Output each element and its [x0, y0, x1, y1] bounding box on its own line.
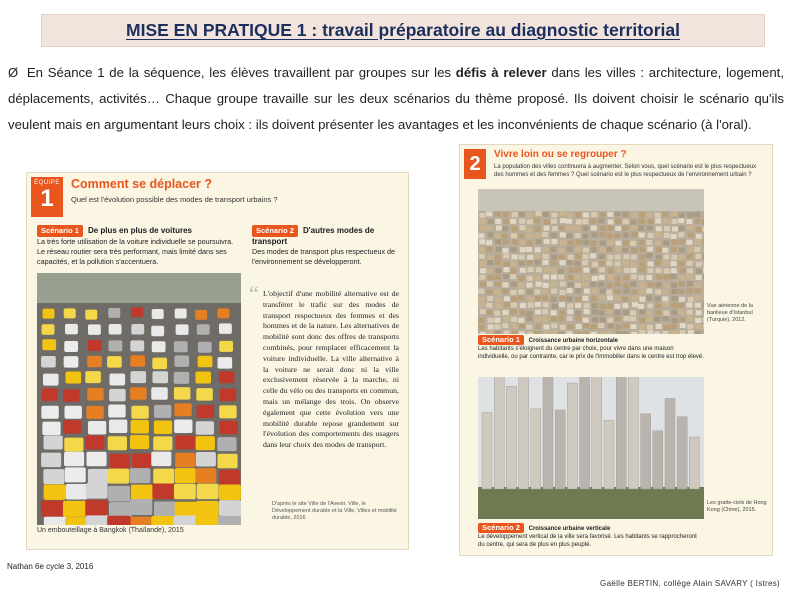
author-footer: Gaëlle BERTIN, collège Alain SAVARY ( Istres)	[600, 579, 780, 588]
intro-text-part2: dans les villes : architecture, logement, déplacements, activités… Chaque groupe travaille sur les deux scénarios du thème proposé. Ils doivent choisir le scénario qu'ils veulent mais en argumentant leurs choix : ils doivent présenter les avantages et les inconvénients de chaque scénario (à l'oral).	[8, 65, 784, 132]
skyscrapers-photo	[478, 377, 704, 519]
scenario-1-tag: Scénario 1	[37, 225, 83, 237]
intro-paragraph	[8, 60, 784, 138]
team-badge-1	[31, 177, 63, 217]
housing-scenario-2-title: Croissance urbaine verticale	[528, 526, 611, 532]
slide-title: MISE EN PRATIQUE 1 : travail préparatoire au diagnostic territorial	[126, 20, 680, 40]
transport-scenario-2	[252, 225, 402, 267]
scenario-1-text: La très forte utilisation de la voiture individuelle se poursuivra. Le réseau routier sera très performant, mais limité dans ses capacités, et la pollution s'accentuera.	[37, 237, 234, 266]
scenario-2-text: Des modes de transport plus respectueux de l'environnement se développeront.	[252, 247, 396, 266]
textbook-page-transport	[26, 172, 409, 550]
housing-heading: Vivre loin ou se regrouper ?	[494, 149, 627, 160]
book-source-footer: Nathan 6e cycle 3, 2016	[7, 562, 94, 571]
traffic-jam-photo	[37, 273, 241, 525]
scenario-2-tag: Scénario 2	[252, 225, 298, 237]
slide-title-bar	[41, 14, 765, 47]
housing-scenario-1-text: Les habitants s'éloignent du centre par choix, pour vivre dans une maison individuelle, ou par contrainte, car le prix de l'immobilier dans le centre est trop élevé.	[478, 346, 704, 360]
traffic-photo-caption: Un embouteillage à Bangkok (Thaïlande), 2015	[37, 527, 184, 534]
scenario-1-title: De plus en plus de voitures	[87, 226, 192, 235]
textbook-page-housing	[459, 144, 773, 556]
mobility-quote: L'objectif d'une mobilité alternative est de transférer le trafic sur des modes de transport respectueux des femmes et des hommes et de la nature. Les alternatives de mobilité sont donc des offres de transports combinés, pour remplacer efficacement la voiture individuelle. La ville alternative à la voiture ne serait donc ni la ville exclusivement réservée à la marche, ni celle du vélo ou des transports en commun, mais un mélange des trois. On observe également que cette évolution vers une mobilité durable repose grandement sur l'évolution des comportements des usagers dans leur choix des modes de transport.	[263, 289, 399, 450]
team-badge-label: ÉQUIPE	[34, 180, 60, 186]
quote-source: D'après le site Ville de l'Avenir. Ville, le Développement durable et la Ville, Villes et mobilité durable, 2016	[272, 501, 397, 521]
housing-question: La population des villes continuera à augmenter. Selon vous, quel scénario est le plus respectueux des hommes et des femmes ? Quel scénario est le plus respectueux de l'environnement urbain ?	[494, 164, 757, 178]
housing-scenario-2-tag: Scénario 2	[478, 523, 524, 533]
quote-mark-icon: “	[249, 281, 259, 306]
housing-scenario-1-title: Croissance urbaine horizontale	[528, 338, 618, 344]
transport-heading: Comment se déplacer ?	[71, 177, 213, 191]
bullet-arrow-icon: Ø	[8, 65, 19, 80]
housing-scenario-1-tag: Scénario 1	[478, 335, 524, 345]
intro-bold-text: défis à relever	[455, 65, 547, 80]
housing-scenario-2-text: Le développement vertical de la ville sera favorisé. Les habitants se rapprocheront du centre, qui sera de plus en plus peuplé.	[478, 534, 697, 548]
suburb-aerial-photo	[478, 189, 704, 334]
team-badge-2: 2	[464, 149, 486, 179]
housing-scenario-2	[478, 523, 704, 549]
transport-question: Quel est l'évolution possible des modes de transport urbains ?	[71, 195, 278, 204]
scenario-2-title: D'autres modes de transport	[252, 226, 375, 246]
housing-scenario-1	[478, 335, 704, 361]
skyscrapers-photo-caption: Les gratte-ciels de Hong Kong (Chine), 2015.	[707, 500, 767, 513]
team-badge-number: 1	[40, 185, 54, 212]
suburb-photo-caption: Vue aérienne de la banlieue d'Istanbul (Turquie), 2012.	[707, 303, 753, 323]
transport-scenario-1	[37, 225, 242, 267]
intro-text-part1: En Séance 1 de la séquence, les élèves travaillent par groupes sur les	[26, 65, 452, 80]
